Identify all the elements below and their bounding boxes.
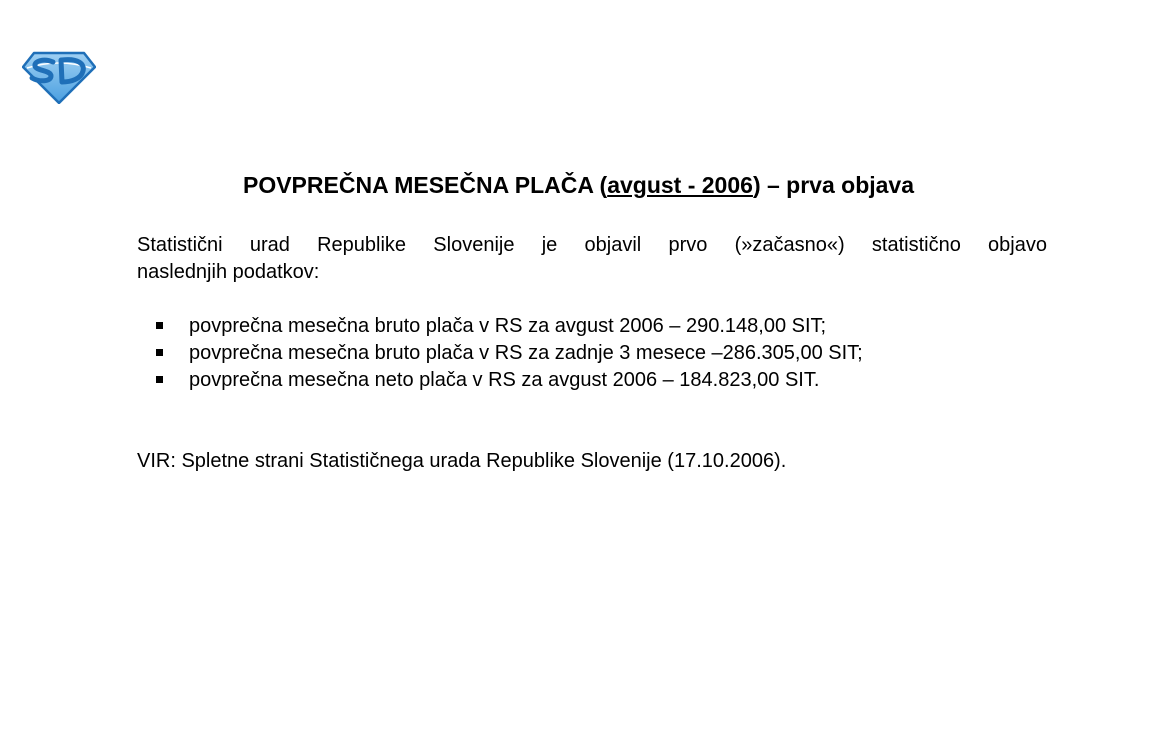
square-bullet-icon [156,376,163,383]
source-note: VIR: Spletne strani Statističnega urada Republike Slovenije (17.10.2006). [137,450,787,472]
sd-logo [22,50,96,104]
document-title [0,170,1157,200]
intro-line-1: Statistični urad Republike Slovenije je objavil prvo (»začasno«) statistično objavo [137,234,1047,256]
square-bullet-icon [156,322,163,329]
list-item-text: povprečna mesečna bruto plača v RS za avgust 2006 – 290.148,00 SIT; [189,315,827,337]
square-bullet-icon [156,349,163,356]
list-item-text: povprečna mesečna bruto plača v RS za zadnje 3 mesece –286.305,00 SIT; [189,342,863,364]
list-item-text: povprečna mesečna neto plača v RS za avgust 2006 – 184.823,00 SIT. [189,369,820,391]
intro-line-2: naslednjih podatkov: [137,261,320,283]
title-prefix: POVPREČNA MESEČNA PLAČA ( [242,172,608,198]
list-item [137,313,1047,340]
title-suffix: ) – prva objava [752,172,915,198]
list-item [137,367,1047,394]
list-item [137,340,1047,367]
diamond-shield-logo-icon [22,50,96,104]
salary-list [137,313,1047,394]
title-period: avgust - 2006 [607,172,753,198]
intro-paragraph [137,232,1047,286]
